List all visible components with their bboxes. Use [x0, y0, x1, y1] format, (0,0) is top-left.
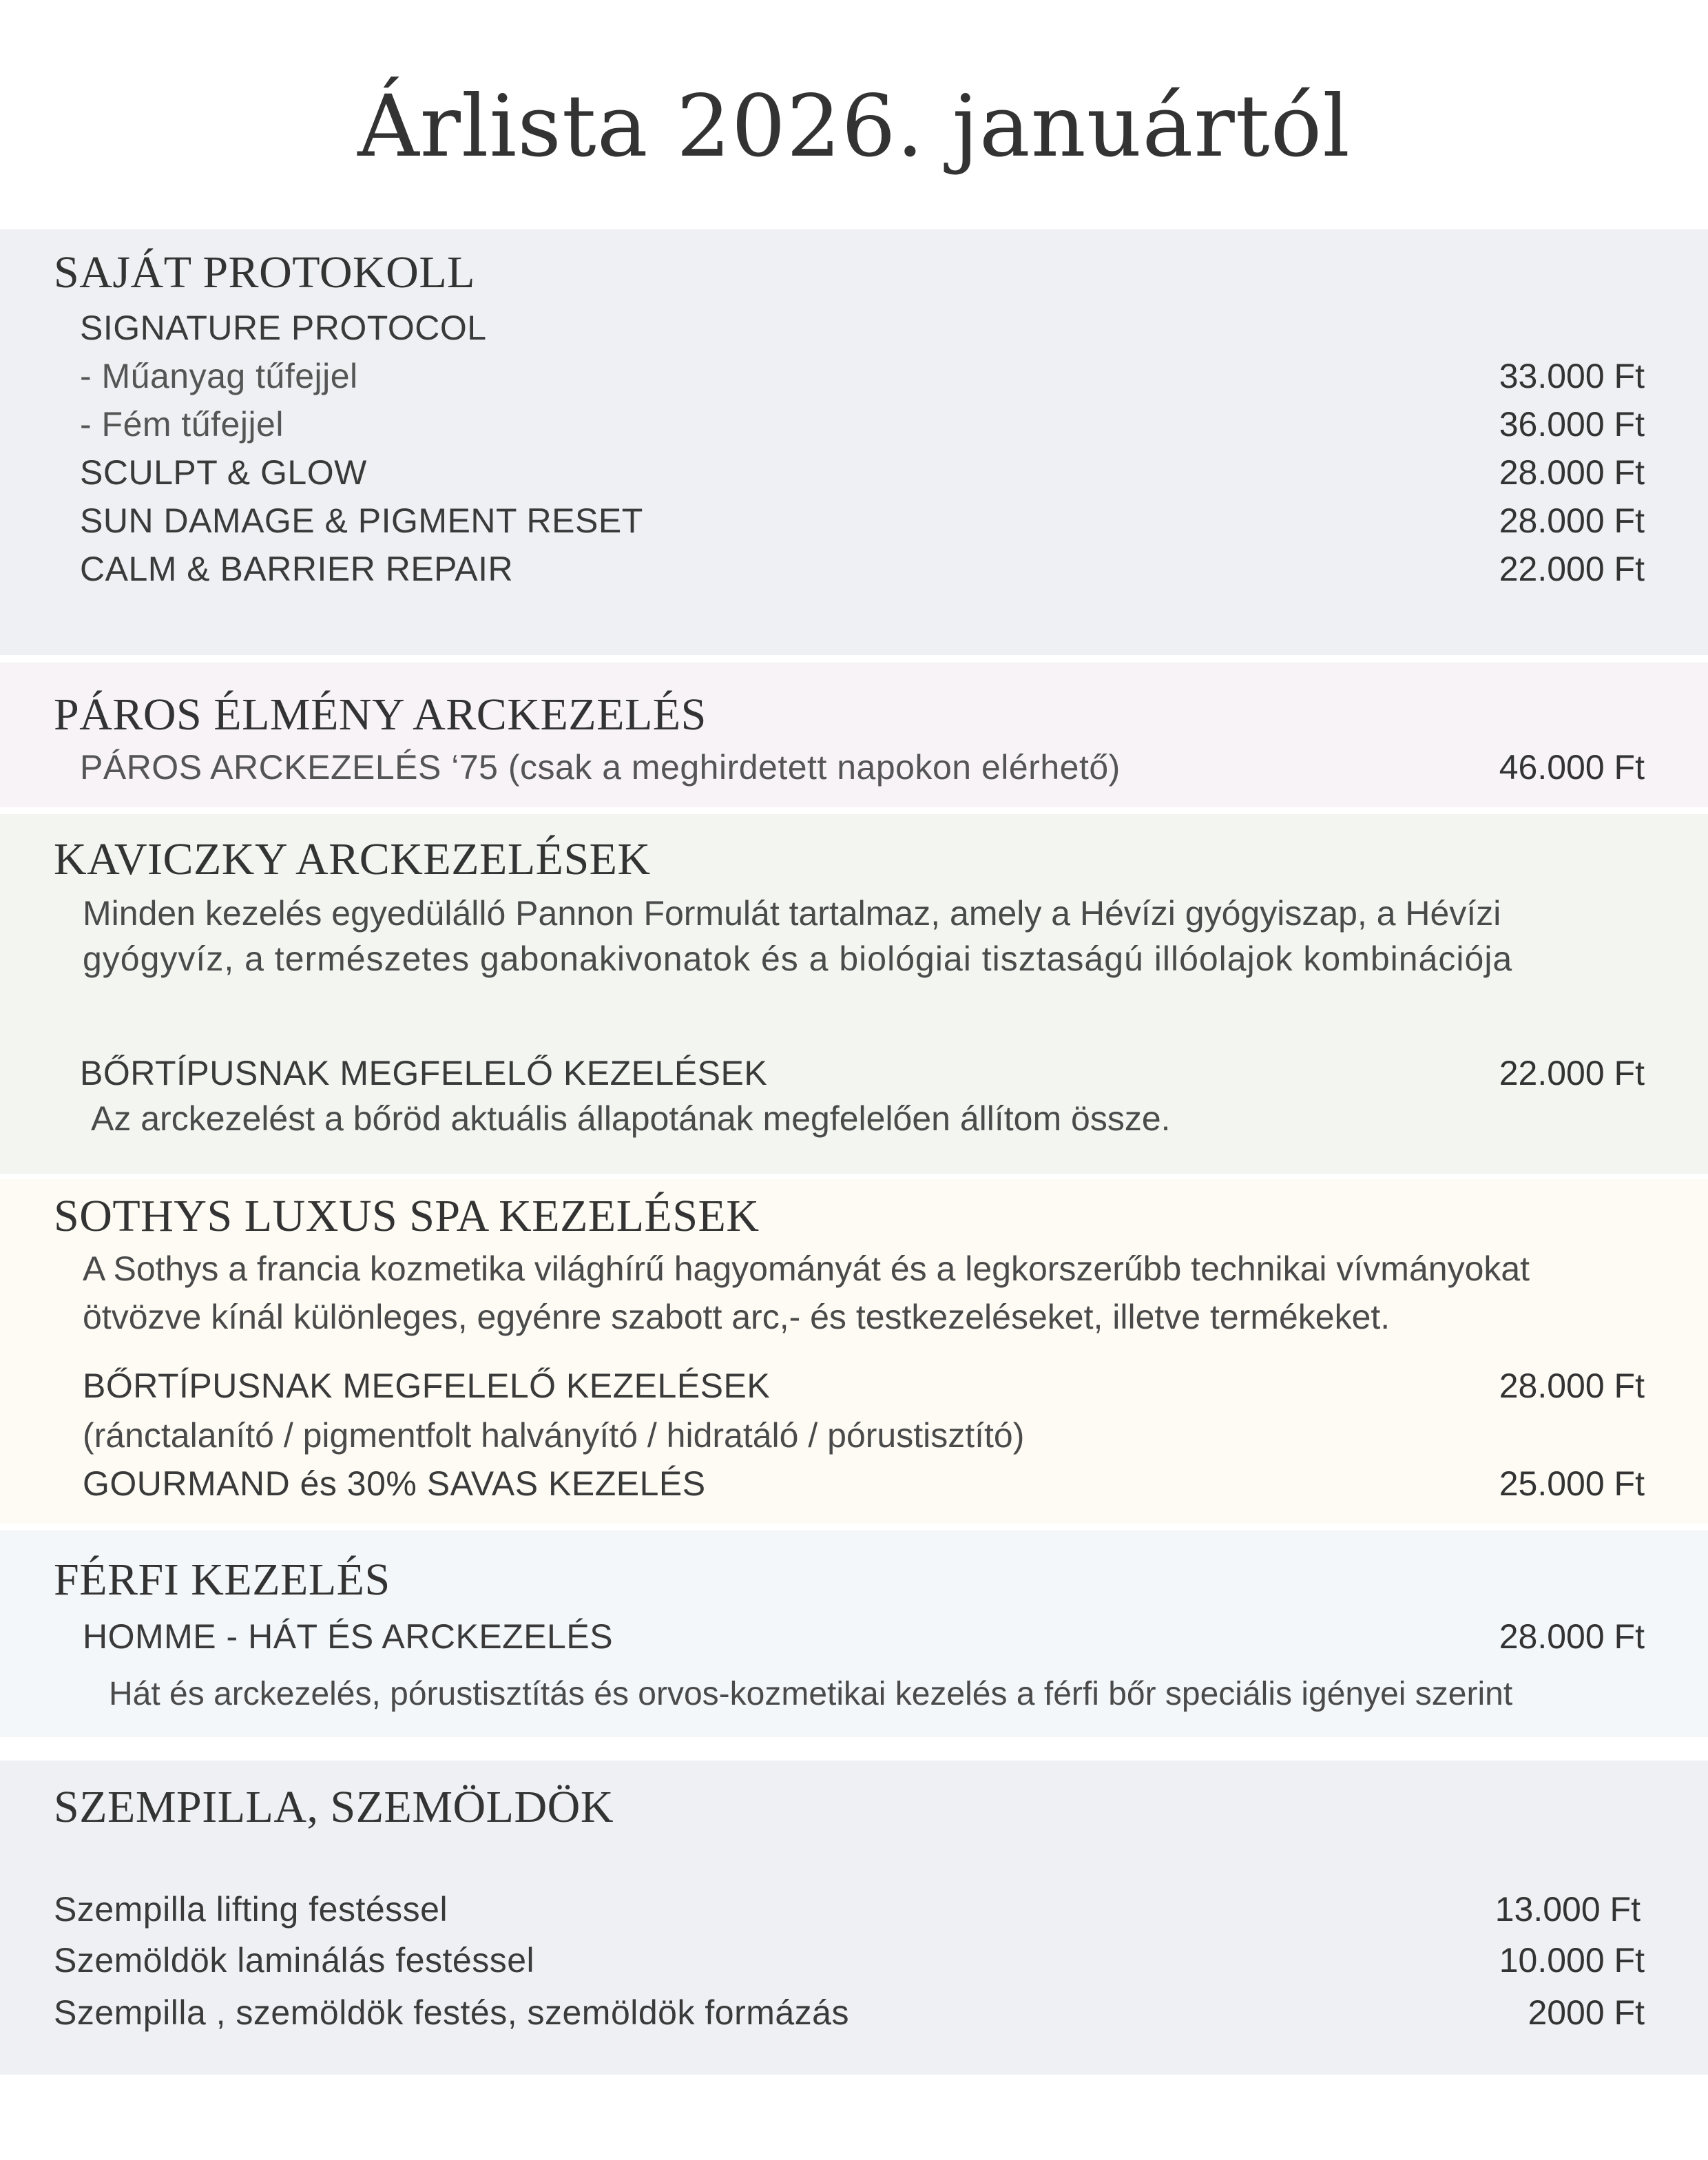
list-item-price: 13.000 Ft [1494, 1890, 1641, 1929]
list-item-label: PÁROS ARCKEZELÉS ‘75 (csak a meghirdetett napokon elérhető) [80, 748, 1121, 787]
list-item-label: CALM & BARRIER REPAIR [80, 550, 514, 588]
note-text: Hát és arckezelés, pórustisztítás és orvos-kozmetikai kezelés a férfi bőr speciális igényei szerint [109, 1676, 1513, 1712]
description-text: A Sothys a francia kozmetika világhírű hagyományát és a legkorszerűbb technikai vívmányokat [83, 1249, 1530, 1288]
list-item-price: 22.000 Ft [1499, 1054, 1645, 1092]
list-item-price: 10.000 Ft [1499, 1941, 1645, 1980]
list-item-label: BŐRTÍPUSNAK MEGFELELŐ KEZELÉSEK [83, 1367, 771, 1405]
list-item-price: 22.000 Ft [1499, 550, 1645, 588]
list-item-label: SCULPT & GLOW [80, 453, 367, 492]
list-item-label: - Fém tűfejjel [80, 405, 284, 444]
list-item-price: 46.000 Ft [1499, 748, 1645, 787]
description-text: Minden kezelés egyedülálló Pannon Formulát tartalmaz, amely a Hévízi gyógyiszap, a Hévízi [83, 894, 1501, 933]
page-title: Árlista 2026. januártól [357, 77, 1351, 176]
description-text: ötvözve kínál különleges, egyénre szabott arc,- és testkezeléseket, illetve termékeket. [83, 1298, 1391, 1336]
heading-paros-elmeny: PÁROS ÉLMÉNY ARCKEZELÉS [54, 689, 707, 740]
list-item-price: 33.000 Ft [1499, 357, 1645, 395]
list-item-price: 2000 Ft [1528, 1993, 1645, 2032]
list-item-label: BŐRTÍPUSNAK MEGFELELŐ KEZELÉSEK [80, 1054, 768, 1092]
heading-kaviczky: KAVICZKY ARCKEZELÉSEK [54, 834, 651, 884]
list-item-label: SUN DAMAGE & PIGMENT RESET [80, 501, 643, 540]
note-text: Az arckezelést a bőröd aktuális állapotának megfelelően állítom össze. [91, 1099, 1171, 1138]
note-text: (ránctalanító / pigmentfolt halványító / hidratáló / pórustisztító) [83, 1416, 1025, 1455]
list-item-label: Szempilla lifting festéssel [54, 1890, 448, 1929]
heading-ferfi: FÉRFI KEZELÉS [54, 1555, 390, 1605]
list-item-label: HOMME - HÁT ÉS ARCKEZELÉS [83, 1617, 614, 1656]
heading-sothys: SOTHYS LUXUS SPA KEZELÉSEK [54, 1191, 760, 1241]
description-text: gyógyvíz, a természetes gabonakivonatok és a biológiai tisztaságú illóolajok kombinációja [83, 939, 1513, 978]
list-item-label: Szemöldök laminálás festéssel [54, 1941, 535, 1980]
heading-sajat-protokoll: SAJÁT PROTOKOLL [54, 247, 475, 298]
list-item-label: - Műanyag tűfejjel [80, 357, 358, 395]
subheading-signature-protocol: SIGNATURE PROTOCOL [80, 309, 487, 347]
list-item-price: 28.000 Ft [1499, 501, 1645, 540]
list-item-label: Szempilla , szemöldök festés, szemöldök formázás [54, 1993, 849, 2032]
list-item-price: 28.000 Ft [1499, 1617, 1645, 1656]
list-item-price: 25.000 Ft [1499, 1464, 1645, 1503]
list-item-price: 28.000 Ft [1499, 453, 1645, 492]
list-item-price: 36.000 Ft [1499, 405, 1645, 444]
list-item-label: GOURMAND és 30% SAVAS KEZELÉS [83, 1464, 706, 1503]
list-item-price: 28.000 Ft [1499, 1367, 1645, 1405]
heading-szempilla: SZEMPILLA, SZEMÖLDÖK [54, 1782, 614, 1832]
